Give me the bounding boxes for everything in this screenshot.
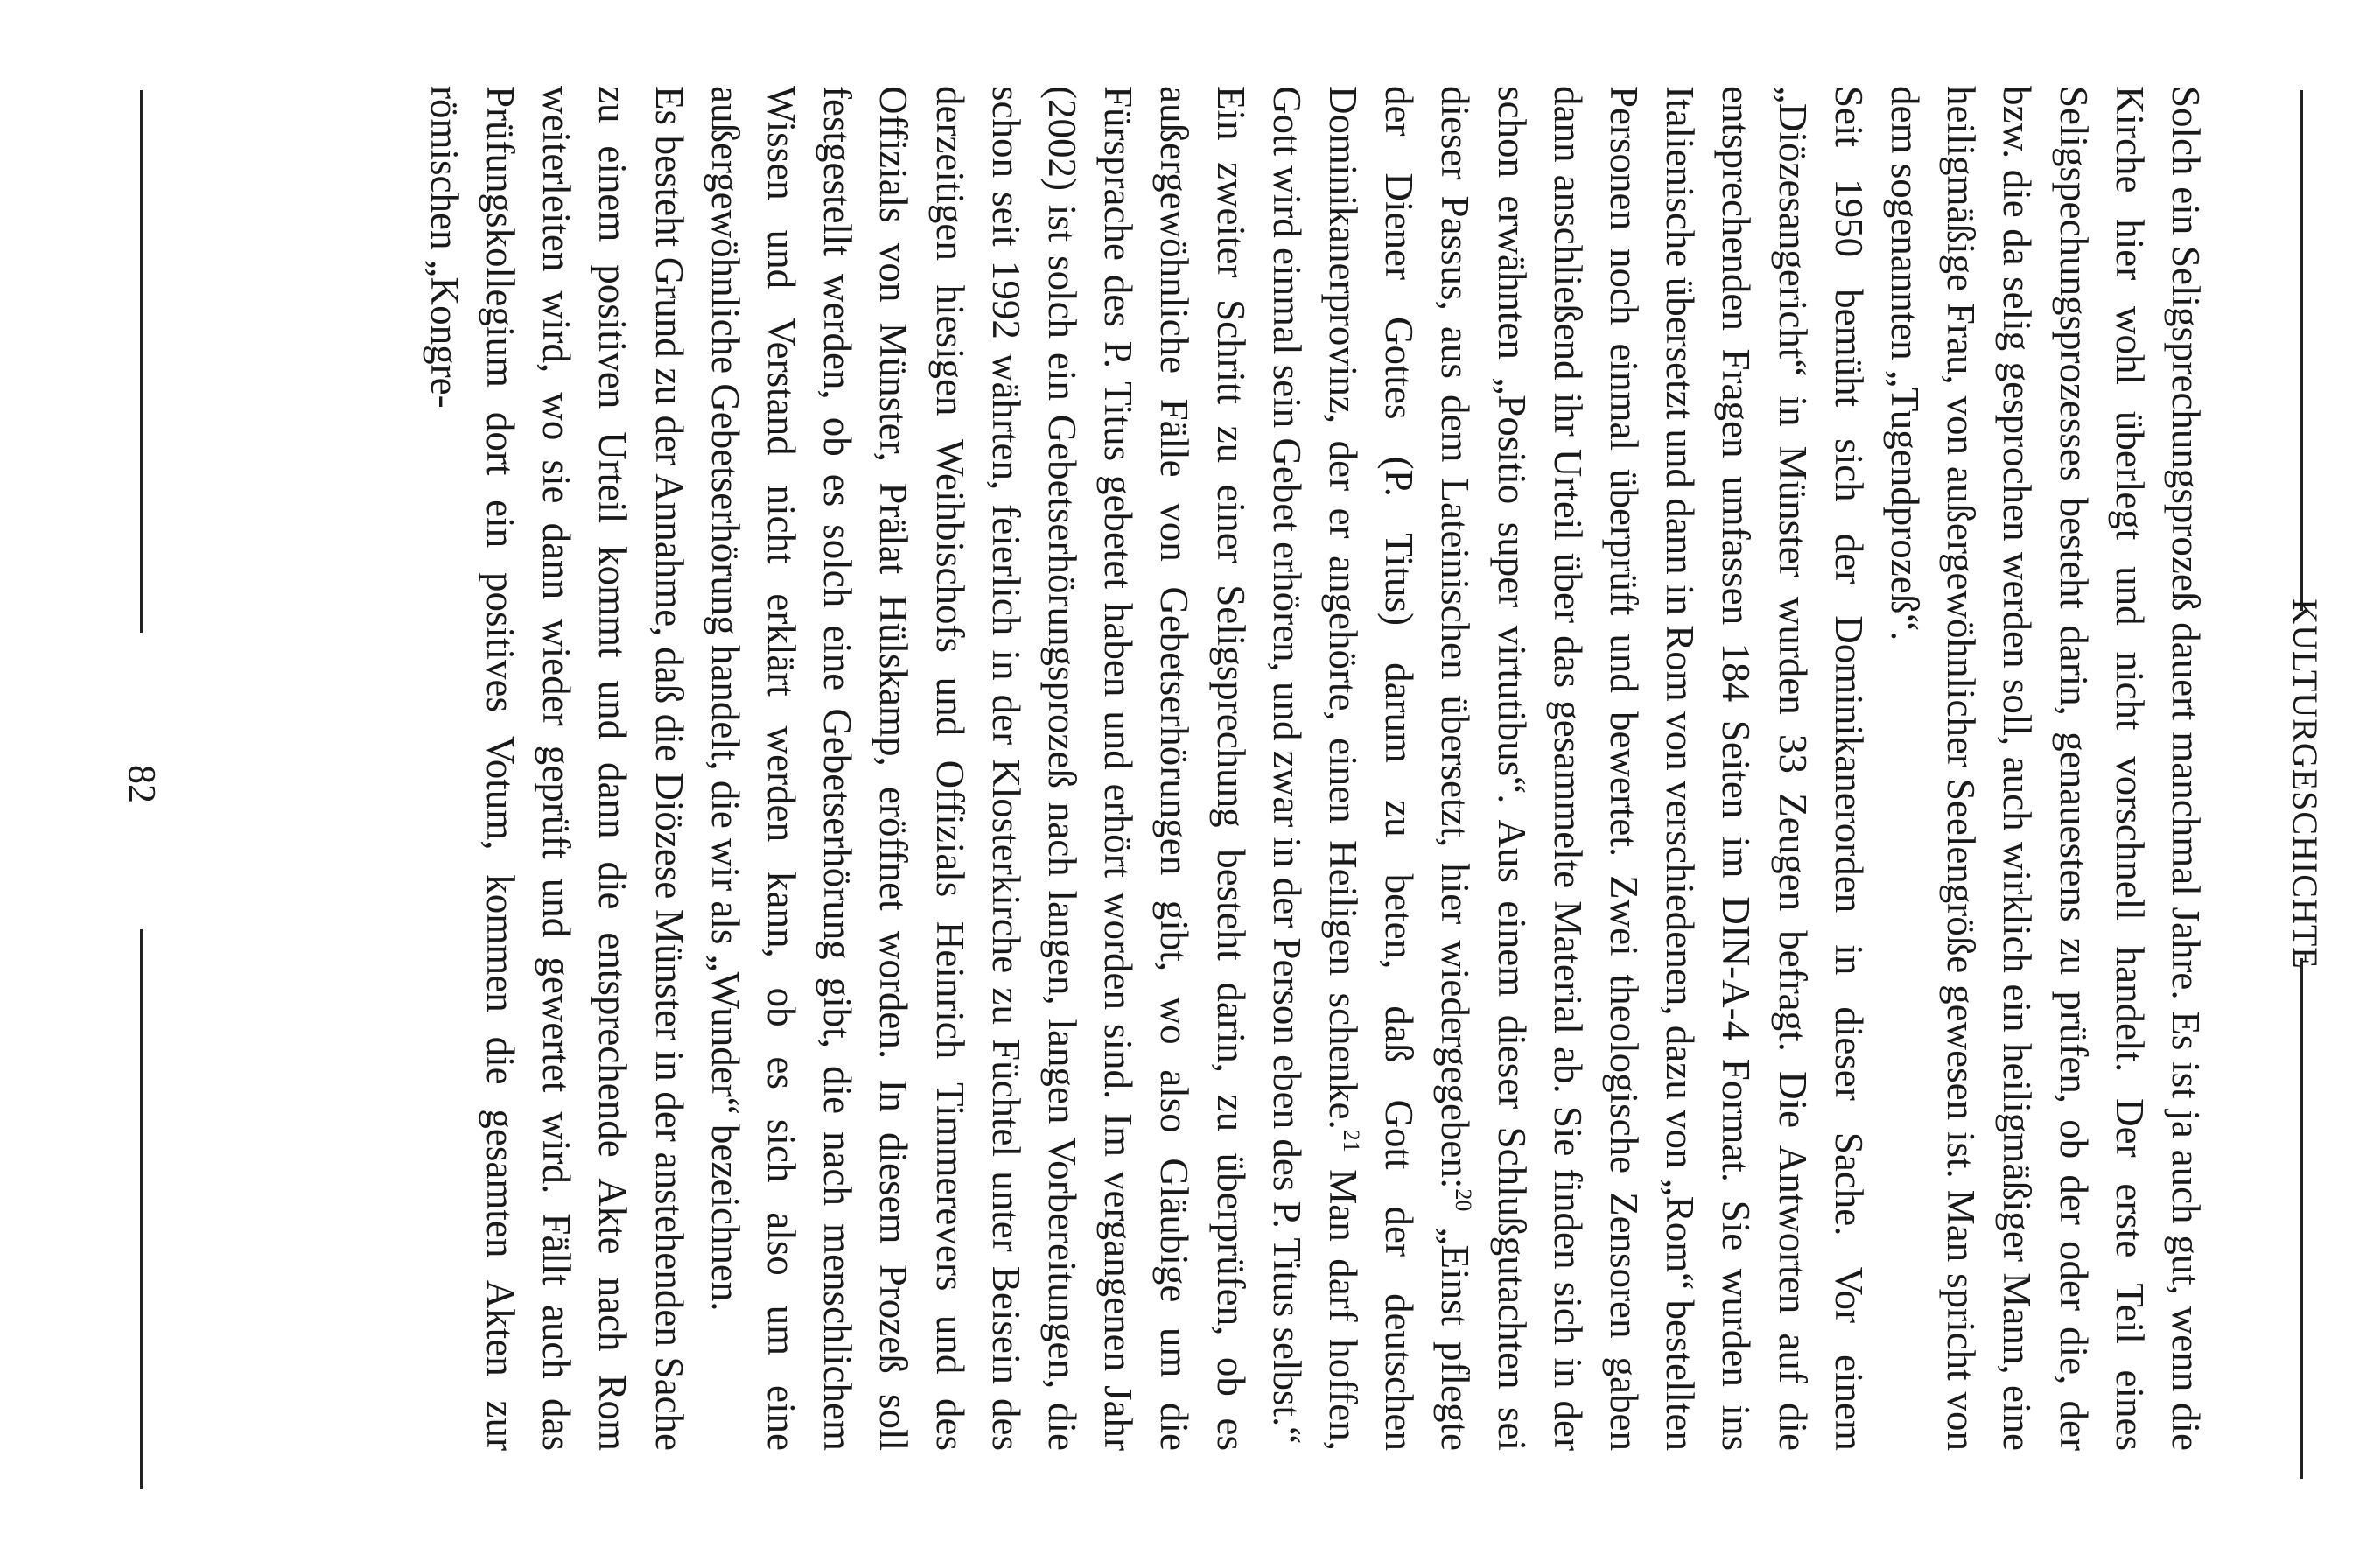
paragraph-2-text: Seit 1950 bemüht sich der Dominikanerorden in dieser Sache. Vor einem „Diözesangericht“ in Münster wurden 33 Zeugen befragt. Die Antworten auf die entsprechenden Fragen umfassen 184 Seiten im DIN-A-4 Format. Sie wurden ins Italienische übersetzt und dann in Rom von verschiedenen, dazu von „Rom“ bestellten Personen noch einmal überprüft und bewertet. Zwei theologische Zensoren gaben dann anschließend ihr Urteil über das gesammelte Material ab. Sie finden sich in der schon erwähnten „Positio super virtutibus“. Aus einem dieser Schlußgutachten sei dieser Passus, aus dem Lateinischen übersetzt, hier wiedergegeben: bbox=[1433, 86, 1871, 1451]
footnote-ref-20: 20 bbox=[1451, 1188, 1477, 1212]
body-text bbox=[416, 86, 2215, 1451]
paragraph-2-end: Man darf hoffen, Gott wird einmal sein Gebet erhören, und zwar in der Person eben des P. Titus selbst.“ bbox=[1264, 86, 1365, 1452]
paragraph-3: Ein zweiter Schritt zu einer Seligsprechung besteht darin, zu überprüfen, ob es außergewöhnliche Fälle von Gebetserhörungen gibt, wo also Gläubige um die Fürsprache des P. Titus gebetet haben und erhört worden sind. Im vergangenen Jahr (2002) ist solch ein Gebetserhörungsprozeß nach langen, langen Vorbereitungen, die schon seit 1992 währten, feierlich in der Klosterkirche zu Füchtel unter Beisein des derzeitigen hiesigen Weihbischofs und Offizials Heinrich Timmerevers und des Offizials von Münster, Prälat Hülskamp, eröffnet worden. In diesem Prozeß soll festgestellt werden, ob es solch eine Gebetserhörung gibt, die nach menschlichem Wissen und Verstand nicht erklärt werden kann, ob es sich also um eine außergewöhnliche Gebetserhörung handelt, die wir als „Wunder“ bezeichnen. bbox=[703, 86, 1253, 1451]
page-number: 82 bbox=[121, 765, 164, 803]
paragraph-2-quote: „Einst pflegte der Diener Gottes (P. Titus) darum zu beten, daß Gott der deutschen Dominikanerprovinz, der er angehörte, einen Heiligen schenke. bbox=[1320, 86, 1478, 1451]
footnote-ref-21: 21 bbox=[1338, 1129, 1364, 1152]
running-header: KULTURGESCHICHTE bbox=[2286, 598, 2325, 970]
paragraph-2 bbox=[1259, 86, 1877, 1451]
paragraph-1: Solch ein Seligsprechungsprozeß dauert manchmal Jahre. Es ist ja auch gut, wenn die Kirche hier wohl überlegt und nicht vorschnell handelt. Der erste Teil eines Seligspechungsprozesses besteht darin, genauestens zu prüfen, ob der oder die, der bzw. die da selig gesprochen werden soll, auch wirklich ein heiligmäßiger Mann, eine heiligmäßige Frau, von außergewöhnlicher Seelengröße gewesen ist. Man spricht von dem sogenannten „Tugendprozeß“. bbox=[1882, 86, 2208, 1451]
paragraph-4: Es besteht Grund zu der Annahme, daß die Diözese Münster in der anstehenden Sache zu einem positiven Urteil kommt und dann die entsprechende Akte nach Rom weiterleiten wird, wo sie dann wieder geprüft und gewertet wird. Fällt auch das Prüfungskollegium dort ein positives Votum, kommen die gesamten Akten zur römischen „Kongre- bbox=[422, 86, 691, 1451]
header-rule-right bbox=[2300, 958, 2303, 1479]
footer-rule-right bbox=[140, 929, 143, 1489]
